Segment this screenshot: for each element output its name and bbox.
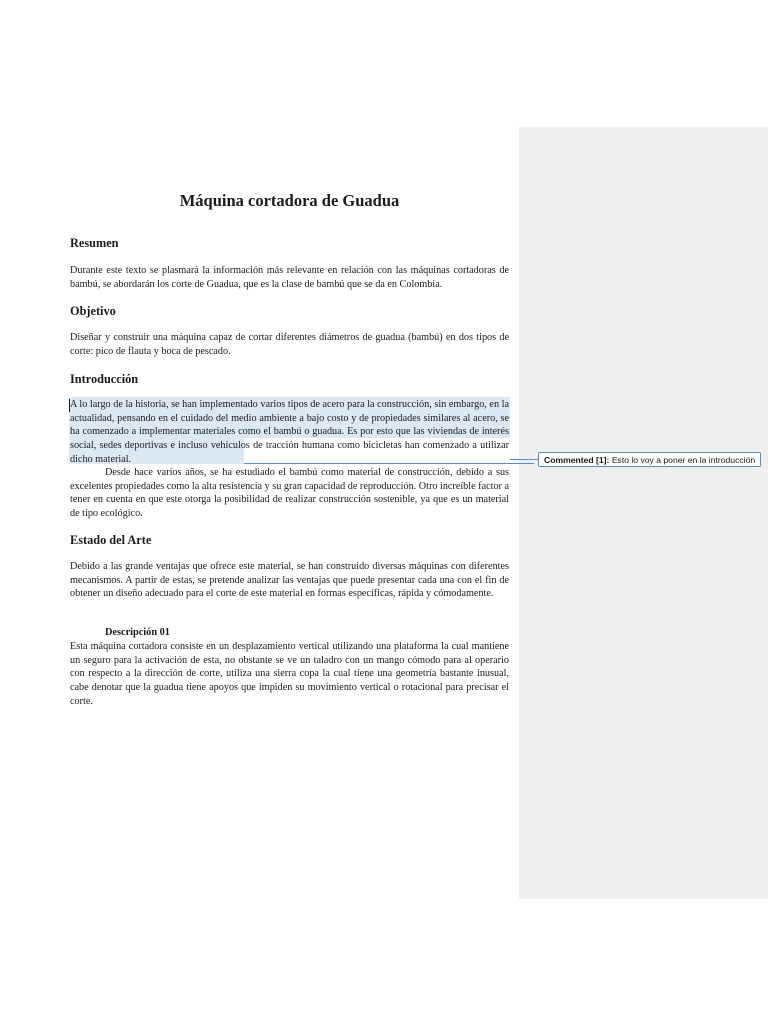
comment-text: Esto lo voy a poner en la introducción xyxy=(611,455,756,465)
paragraph-resumen: Durante este texto se plasmará la información más relevante en relación con las máquinas cortadoras de bambú, se abordarán los corte de Guadua, que es la clase de bambú que se da en Colombia. xyxy=(70,265,509,290)
paragraph-descripcion-01: Esta máquina cortadora consiste en un desplazamiento vertical utilizando una plataforma la cual mantiene un seguro para la activación de esta, no obstante se ve un taladro con un mango cómodo para al operario con respecto a la dirección de corte, utiliza una sierra copa la cual tiene una geometría bastante inusual, cabe denotar que la guadua tiene apoyos que impiden su movimiento vertical o rotacional para precisar el corte. xyxy=(70,641,509,707)
document-title: Máquina cortadora de Guadua xyxy=(179,191,400,210)
heading-objetivo: Objetivo xyxy=(70,304,116,318)
comment-author-label: Commented [1]: xyxy=(544,455,610,465)
heading-estado-arte: Estado del Arte xyxy=(70,533,152,547)
paragraph-introduccion-highlighted[interactable]: A lo largo de la historia, se han implementado varios tipos de acero para la construcción, sin embargo, en la actualidad, pensando en el cuidado del medio ambiente a bajo costo y de propiedades similares al acero, se ha comenzado a implementar materiales como el bambú o guadua. Es por esto que las viviendas de interés social, sedes deportivas e incluso vehículos de tracción humana como bicicletas han comenzado a utilizar dicho material. xyxy=(70,399,509,465)
heading-introduccion: Introducción xyxy=(70,372,139,386)
paragraph-objetivo: Diseñar y construir una máquina capaz de cortar diferentes diámetros de guadua (bambú) en dos tipos de corte: pico de flauta y boca de pescado. xyxy=(70,332,509,357)
heading-resumen: Resumen xyxy=(70,236,119,250)
paragraph-introduccion: Desde hace varios años, se ha estudiado el bambú como material de construcción, debido a sus excelentes propiedades como la alta resistencia y su gran capacidad de reproducción. Otro increíble factor a tener en cuenta en que este otorga la posibilidad de realizar construcción sostenible, ya que es un material de tipo ecológico. xyxy=(70,467,509,520)
comment-balloon[interactable] xyxy=(538,452,761,467)
heading-descripcion-01: Descripción 01 xyxy=(105,627,170,638)
paragraph-estado-arte: Debido a las grande ventajas que ofrece este material, se han construido diversas máquinas con diferentes mecanismos. A partir de estas, se pretende analizar las ventajas que puede presentar cada una con el fin de obtener un diseño adecuado para el corte de este material en formas específicas, rápida y cómodamente. xyxy=(70,561,509,600)
text-cursor xyxy=(69,399,70,412)
comment-connector-line xyxy=(510,459,538,460)
comment-margin-panel xyxy=(519,127,768,899)
